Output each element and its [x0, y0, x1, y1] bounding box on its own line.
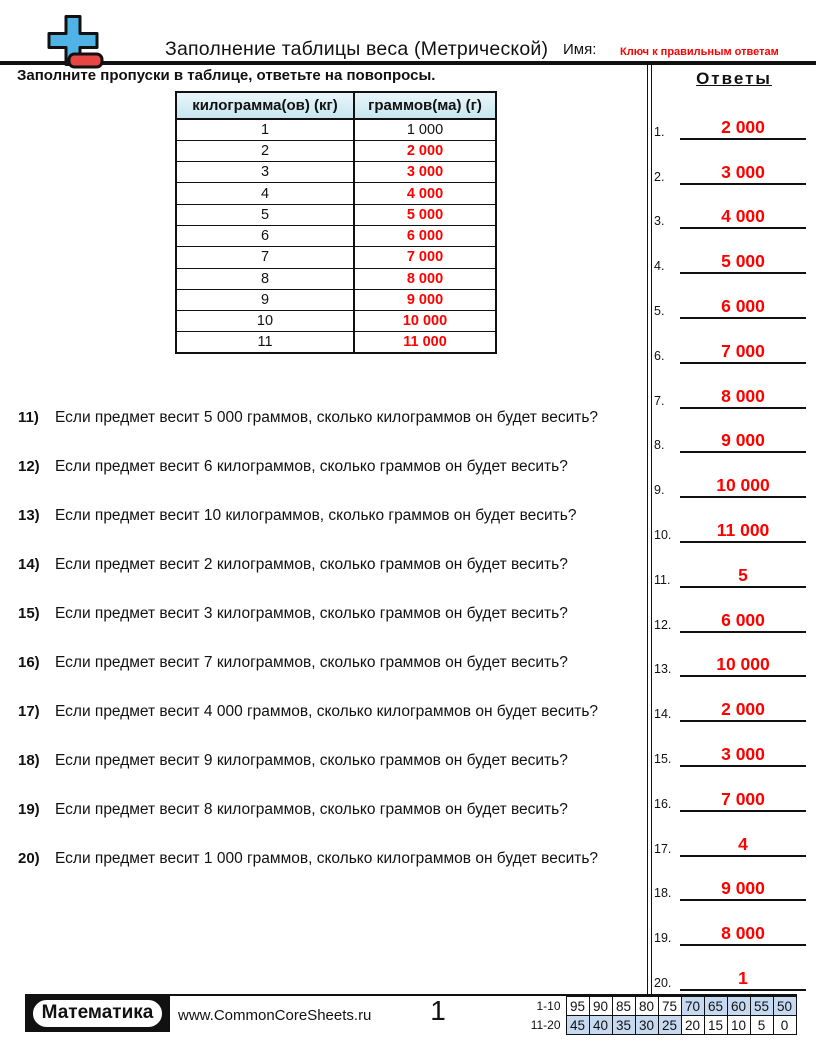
- question-text: Если предмет весит 1 000 граммов, сколько килограммов он будет весить?: [55, 850, 599, 867]
- answer-number: 4.: [654, 259, 665, 274]
- grade-cell: 45: [566, 1016, 589, 1035]
- answer-2: [654, 140, 814, 185]
- question-number: 11): [18, 409, 39, 426]
- page-number: 1: [430, 995, 446, 1026]
- header-divider: [0, 61, 816, 65]
- answer-number: 12.: [654, 617, 672, 632]
- table-row: [176, 268, 496, 289]
- answer-number: 17.: [654, 841, 672, 856]
- answer-value: 2 000: [680, 117, 806, 140]
- answer-6: [654, 319, 814, 364]
- kg-cell: 8: [176, 268, 354, 289]
- answer-value: 8 000: [680, 923, 806, 946]
- grade-cell: 70: [681, 997, 704, 1016]
- conversion-table: [175, 91, 497, 354]
- answer-number: 18.: [654, 886, 672, 901]
- table-row: [176, 183, 496, 204]
- question-17: [18, 700, 652, 749]
- gram-cell-answer: 5 000: [354, 204, 496, 225]
- grade-cell: 85: [612, 997, 635, 1016]
- answer-number: 14.: [654, 707, 672, 722]
- grade-cell: 35: [612, 1016, 635, 1035]
- question-14: [18, 553, 652, 602]
- plus-minus-logo-icon: [42, 14, 104, 70]
- question-text: Если предмет весит 5 000 граммов, сколько килограммов он будет весить?: [55, 409, 599, 426]
- gram-cell-answer: 8 000: [354, 268, 496, 289]
- question-15: [18, 602, 652, 651]
- table-row: [176, 140, 496, 161]
- column-header-kg: килограмма(ов) (кг): [176, 92, 354, 119]
- answer-value: 7 000: [680, 789, 806, 812]
- answer-value: 6 000: [680, 296, 806, 319]
- grade-cell: 60: [727, 997, 750, 1016]
- answer-14: [654, 677, 814, 722]
- answer-number: 13.: [654, 662, 672, 677]
- question-16: [18, 651, 652, 700]
- answer-5: [654, 274, 814, 319]
- question-text: Если предмет весит 6 килограммов, сколько граммов он будет весить?: [55, 458, 568, 475]
- answer-value: 10 000: [680, 475, 806, 498]
- grade-cell: 95: [566, 997, 589, 1016]
- answer-4: [654, 229, 814, 274]
- question-text: Если предмет весит 2 килограммов, сколько граммов он будет весить?: [55, 556, 568, 573]
- answer-value: 4 000: [680, 206, 806, 229]
- table-row: [176, 204, 496, 225]
- kg-cell: 5: [176, 204, 354, 225]
- answer-value: 3 000: [680, 162, 806, 185]
- answer-16: [654, 767, 814, 812]
- kg-cell: 9: [176, 289, 354, 310]
- table-header-row: [176, 92, 496, 119]
- grade-cell: 75: [658, 997, 681, 1016]
- kg-cell: 1: [176, 119, 354, 140]
- answer-number: 3.: [654, 214, 665, 229]
- question-number: 18): [18, 752, 40, 769]
- grading-scale-table: [520, 996, 797, 1035]
- grade-cell: 30: [635, 1016, 658, 1035]
- grade-cell: 80: [635, 997, 658, 1016]
- grade-cell: 55: [750, 997, 773, 1016]
- answer-number: 7.: [654, 393, 665, 408]
- gram-cell-answer: 2 000: [354, 140, 496, 161]
- question-18: [18, 749, 652, 798]
- gram-cell-answer: 7 000: [354, 247, 496, 268]
- question-19: [18, 798, 652, 847]
- answer-11: [654, 543, 814, 588]
- table-row: [176, 289, 496, 310]
- question-number: 14): [18, 556, 40, 573]
- subject-badge-label: Математика: [31, 998, 165, 1029]
- grading-row-1-10: [520, 997, 796, 1016]
- question-number: 17): [18, 703, 40, 720]
- answer-number: 11.: [654, 572, 671, 587]
- question-number: 19): [18, 801, 40, 818]
- answer-value: 11 000: [680, 520, 806, 543]
- grade-cell: 20: [681, 1016, 704, 1035]
- answer-1: [654, 95, 814, 140]
- grading-row-label: 1-10: [520, 997, 566, 1016]
- answer-value: 9 000: [680, 430, 806, 453]
- question-number: 16): [18, 654, 40, 671]
- instruction-text: Заполните пропуски в таблице, ответьте на повопросы.: [17, 67, 436, 84]
- question-13: [18, 504, 652, 553]
- page-title: Заполнение таблицы веса (Метрической): [165, 38, 549, 60]
- answer-3: [654, 185, 814, 230]
- question-number: 15): [18, 605, 40, 622]
- answer-12: [654, 588, 814, 633]
- answer-value: 9 000: [680, 878, 806, 901]
- grading-row-label: 11-20: [520, 1016, 566, 1035]
- question-text: Если предмет весит 7 килограммов, сколько граммов он будет весить?: [55, 654, 568, 671]
- grading-row-11-20: [520, 1016, 796, 1035]
- answer-number: 10.: [654, 527, 672, 542]
- grade-cell: 65: [704, 997, 727, 1016]
- gram-cell-answer: 10 000: [354, 311, 496, 332]
- answers-column-divider: [647, 61, 652, 994]
- answer-value: 2 000: [680, 699, 806, 722]
- kg-cell: 11: [176, 332, 354, 353]
- grade-cell: 25: [658, 1016, 681, 1035]
- answer-number: 8.: [654, 438, 665, 453]
- gram-cell-answer: 4 000: [354, 183, 496, 204]
- question-11: [18, 406, 652, 455]
- answer-value: 6 000: [680, 610, 806, 633]
- table-row: [176, 119, 496, 140]
- question-text: Если предмет весит 8 килограммов, сколько граммов он будет весить?: [55, 801, 568, 818]
- answer-15: [654, 722, 814, 767]
- kg-cell: 4: [176, 183, 354, 204]
- answer-number: 1.: [654, 124, 665, 139]
- answer-13: [654, 633, 814, 678]
- question-text: Если предмет весит 10 килограммов, сколько граммов он будет весить?: [55, 507, 577, 524]
- answer-7: [654, 364, 814, 409]
- answer-17: [654, 812, 814, 857]
- table-row: [176, 247, 496, 268]
- question-number: 20): [18, 850, 40, 867]
- answer-number: 16.: [654, 796, 672, 811]
- kg-cell: 3: [176, 162, 354, 183]
- answer-20: [654, 946, 814, 991]
- table-row: [176, 311, 496, 332]
- question-12: [18, 455, 652, 504]
- answer-number: 15.: [654, 751, 672, 766]
- gram-cell-answer: 9 000: [354, 289, 496, 310]
- answer-value: 4: [680, 834, 806, 857]
- question-text: Если предмет весит 3 килограммов, сколько граммов он будет весить?: [55, 605, 568, 622]
- answer-19: [654, 901, 814, 946]
- grade-cell: 10: [727, 1016, 750, 1035]
- website-url: www.CommonCoreSheets.ru: [178, 1007, 372, 1024]
- grade-cell: 5: [750, 1016, 773, 1035]
- question-20: [18, 847, 652, 896]
- answer-value: 8 000: [680, 386, 806, 409]
- grade-cell: 15: [704, 1016, 727, 1035]
- kg-cell: 2: [176, 140, 354, 161]
- answer-number: 19.: [654, 931, 672, 946]
- answer-value: 3 000: [680, 744, 806, 767]
- answer-value: 1: [680, 968, 806, 991]
- grade-cell: 50: [773, 997, 796, 1016]
- answer-number: 9.: [654, 483, 665, 498]
- table-row: [176, 225, 496, 246]
- minus-icon: [69, 54, 102, 67]
- answer-value: 5 000: [680, 251, 806, 274]
- grade-cell: 0: [773, 1016, 796, 1035]
- grade-cell: 40: [589, 1016, 612, 1035]
- gram-cell-answer: 11 000: [354, 332, 496, 353]
- answer-10: [654, 498, 814, 543]
- answer-number: 20.: [654, 975, 672, 990]
- kg-cell: 10: [176, 311, 354, 332]
- answer-number: 2.: [654, 169, 665, 184]
- gram-cell-answer: 6 000: [354, 225, 496, 246]
- name-label: Имя:: [563, 41, 597, 58]
- answer-18: [654, 857, 814, 902]
- table-row: [176, 162, 496, 183]
- question-number: 12): [18, 458, 40, 475]
- question-list: [18, 406, 652, 896]
- answer-9: [654, 453, 814, 498]
- answer-value: 10 000: [680, 654, 806, 677]
- answer-number: 6.: [654, 348, 665, 363]
- table-row: [176, 332, 496, 353]
- answer-key-label: Ключ к правильным ответам: [620, 46, 779, 58]
- answers-list: [654, 95, 814, 991]
- kg-cell: 6: [176, 225, 354, 246]
- kg-cell: 7: [176, 247, 354, 268]
- answers-title: Ответы: [696, 69, 772, 88]
- answer-value: 5: [680, 565, 806, 588]
- answer-value: 7 000: [680, 341, 806, 364]
- question-text: Если предмет весит 9 килограммов, сколько граммов он будет весить?: [55, 752, 568, 769]
- gram-cell-given: 1 000: [354, 119, 496, 140]
- gram-cell-answer: 3 000: [354, 162, 496, 183]
- grade-cell: 90: [589, 997, 612, 1016]
- question-number: 13): [18, 507, 40, 524]
- question-text: Если предмет весит 4 000 граммов, сколько килограммов он будет весить?: [55, 703, 599, 720]
- answer-number: 5.: [654, 303, 665, 318]
- column-header-g: граммов(ма) (г): [354, 92, 496, 119]
- answer-8: [654, 409, 814, 454]
- subject-badge: [25, 995, 170, 1032]
